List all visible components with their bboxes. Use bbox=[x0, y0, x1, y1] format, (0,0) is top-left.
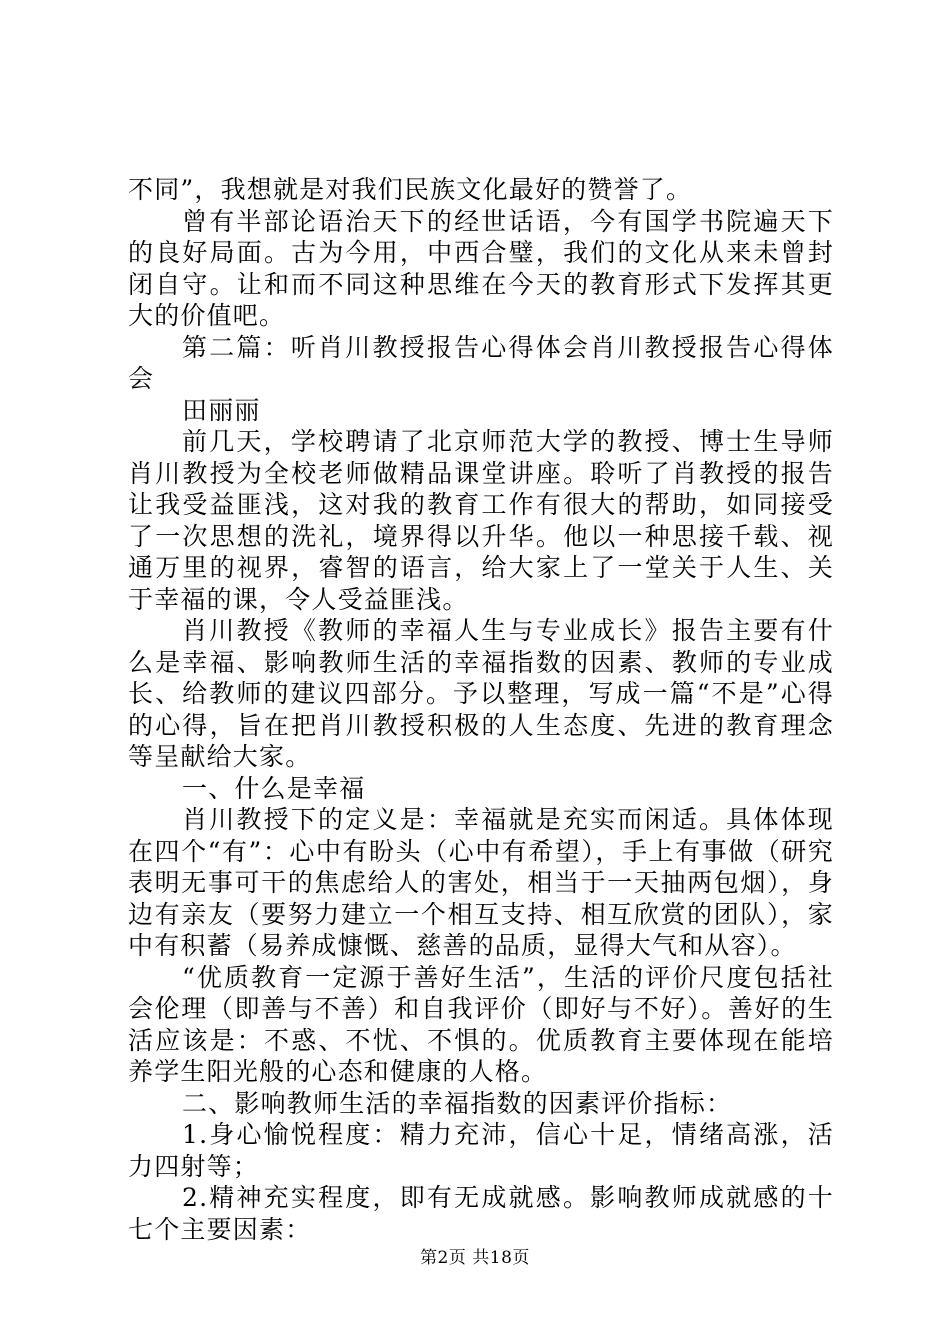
section-title-part-two: 第二篇：听肖川教授报告心得体会肖川教授报告心得体会 bbox=[128, 332, 834, 393]
author-name: 田丽丽 bbox=[182, 395, 261, 425]
paragraph-lecture-intro: 前几天，学校聘请了北京师范大学的教授、博士生导师肖川教授为全校老师做精品课堂讲座。聆听了肖教授的报告让我受益匪浅，这对我的教育工作有很大的帮助，如同接受了一次思想的洗礼，境界得以升华。他以一种思接千载、视通万里的视界，睿智的语言，给大家上了一堂关于人生、关于幸福的课，令人受益匪浅。 bbox=[128, 427, 834, 614]
document-body bbox=[128, 174, 834, 1245]
heading-happiness-factors: 二、影响教师生活的幸福指数的因素评价指标： bbox=[182, 1088, 733, 1118]
paragraph-happiness-definition: 肖川教授下的定义是：幸福就是充实而闲适。具体体现在四个“有”：心中有盼头（心中有希望），手上有事做（研究表明无事可干的焦虑给人的害处，相当于一天抽两包烟），身边有亲友（要努力建立一个相互支持、相互欣赏的团队），家中有积蓄（易养成慷慨、慈善的品质，显得大气和从容）。 bbox=[128, 805, 834, 960]
page-number-footer: 第2页 共18页 bbox=[420, 1248, 530, 1268]
paragraph-quality-education: “优质教育一定源于善好生活”，生活的评价尺度包括社会伦理（即善与不善）和自我评价（即好与不好）。善好的生活应该是：不惑、不忧、不惧的。优质教育主要体现在能培养学生阳光般的心态和健康的人格。 bbox=[128, 962, 834, 1086]
paragraph-analects: 曾有半部论语治天下的经世话语，今有国学书院遍天下的良好局面。古为今用，中西合璧，我们的文化从来未曾封闭自守。让和而不同这种思维在今天的教育形式下发挥其更大的价值吧。 bbox=[128, 206, 834, 330]
list-item-spiritual: 2.精神充实程度，即有无成就感。影响教师成就感的十七个主要因素： bbox=[128, 1183, 834, 1244]
paragraph-report-summary: 肖川教授《教师的幸福人生与专业成长》报告主要有什么是幸福、影响教师生活的幸福指数的因素、教师的专业成长、给教师的建议四部分。予以整理，写成一篇“不是”心得的心得，旨在把肖川教授积极的人生态度、先进的教育理念等呈献给大家。 bbox=[128, 616, 834, 771]
paragraph-continuation: 不同”，我想就是对我们民族文化最好的赞誉了。 bbox=[128, 175, 693, 204]
heading-what-is-happiness: 一、什么是幸福 bbox=[182, 773, 366, 803]
list-item-physical-mental: 1.身心愉悦程度：精力充沛，信心十足，情绪高涨，活力四射等； bbox=[128, 1120, 834, 1181]
